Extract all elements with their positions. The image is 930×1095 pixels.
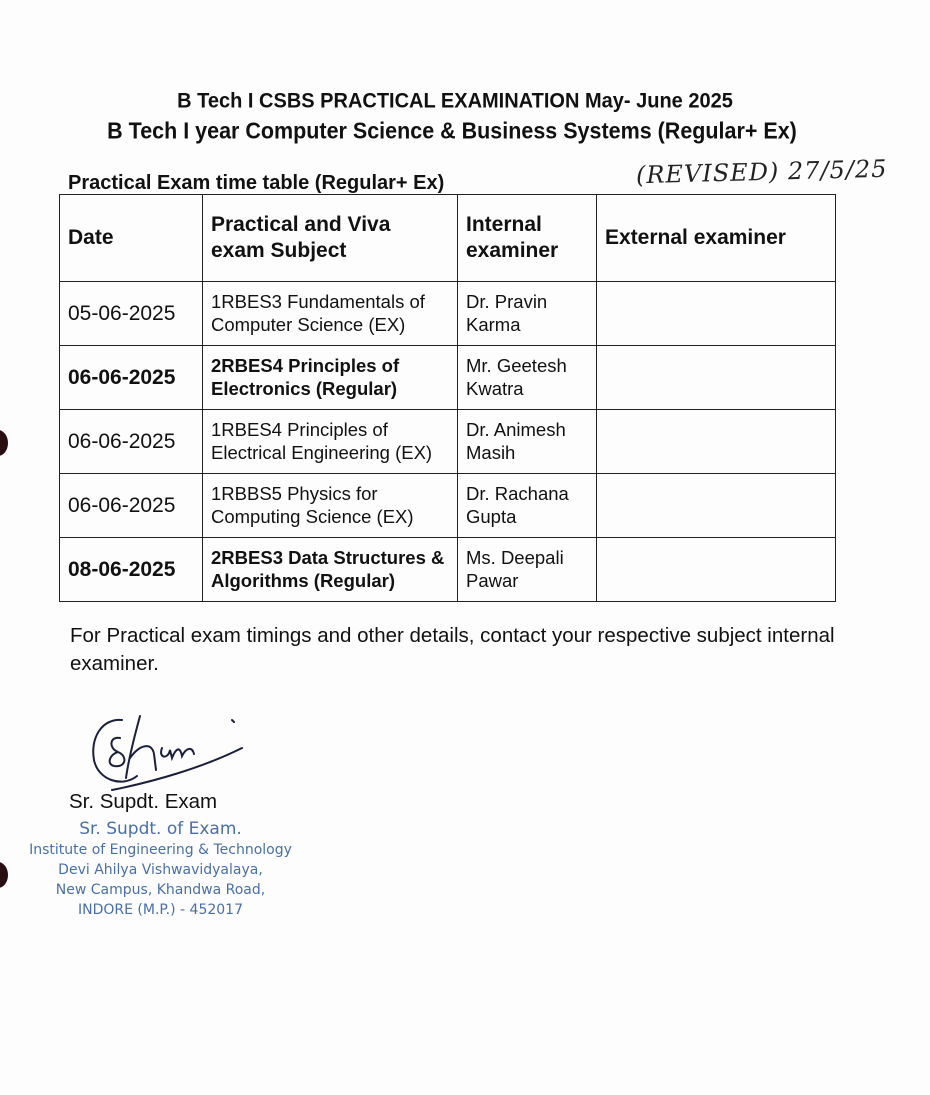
table-row [60, 474, 836, 538]
column-header-internal: Internal examiner [458, 195, 597, 282]
cell-subject: 1RBES4 Principles of Electrical Engineering (EX) [203, 410, 458, 474]
punch-hole-icon [0, 862, 8, 888]
cell-internal-examiner: Dr. Animesh Masih [458, 410, 597, 474]
signatory-designation: Sr. Supdt. Exam [69, 790, 218, 813]
stamp-line: INDORE (M.P.) - 452017 [78, 901, 243, 918]
table-row [60, 346, 836, 410]
cell-internal-examiner: Mr. Geetesh Kwatra [458, 346, 597, 410]
column-header-external: External examiner [597, 195, 836, 282]
stamp-line: New Campus, Khandwa Road, [55, 881, 266, 898]
instructions-note: For Practical exam timings and other details, contact your respective subject internal examiner. [70, 624, 835, 675]
document-subtitle: B Tech I year Computer Science & Business Systems (Regular+ Ex) [107, 118, 797, 144]
cell-internal-examiner: Dr. Pravin Karma [458, 282, 597, 346]
cell-date: 06-06-2025 [60, 474, 203, 538]
cell-date: 05-06-2025 [60, 282, 203, 346]
cell-subject: 1RBBS5 Physics for Computing Science (EX) [203, 474, 458, 538]
cell-external-examiner [597, 410, 836, 474]
punch-hole-icon [0, 430, 8, 456]
handwritten-signature-icon [82, 708, 252, 798]
cell-subject: 2RBES4 Principles of Electronics (Regular) [203, 346, 458, 410]
cell-external-examiner [597, 282, 836, 346]
table-row [60, 538, 836, 602]
table-row [60, 282, 836, 346]
cell-date: 08-06-2025 [60, 538, 203, 602]
cell-external-examiner [597, 346, 836, 410]
column-header-date: Date [60, 195, 203, 282]
cell-external-examiner [597, 474, 836, 538]
cell-subject: 1RBES3 Fundamentals of Computer Science (EX) [203, 282, 458, 346]
table-caption: Practical Exam time table (Regular+ Ex) [68, 172, 445, 194]
office-stamp [8, 817, 313, 921]
column-header-subject: Practical and Viva exam Subject [203, 195, 458, 282]
table-row [60, 410, 836, 474]
table-header-row [60, 195, 836, 282]
exam-timetable [59, 194, 836, 602]
cell-date: 06-06-2025 [60, 346, 203, 410]
cell-internal-examiner: Dr. Rachana Gupta [458, 474, 597, 538]
stamp-line: Sr. Supdt. of Exam. [79, 819, 242, 839]
cell-internal-examiner: Ms. Deepali Pawar [458, 538, 597, 602]
stamp-line: Devi Ahilya Vishwavidyalaya, [58, 862, 263, 878]
handwritten-revised-note: (REVISED) 27/5/25 [635, 154, 888, 190]
stamp-line: Institute of Engineering & Technology [29, 842, 292, 859]
cell-date: 06-06-2025 [60, 410, 203, 474]
document-title: B Tech I CSBS PRACTICAL EXAMINATION May- June 2025 [177, 89, 733, 113]
cell-external-examiner [597, 538, 836, 602]
cell-subject: 2RBES3 Data Structures & Algorithms (Regular) [203, 538, 458, 602]
